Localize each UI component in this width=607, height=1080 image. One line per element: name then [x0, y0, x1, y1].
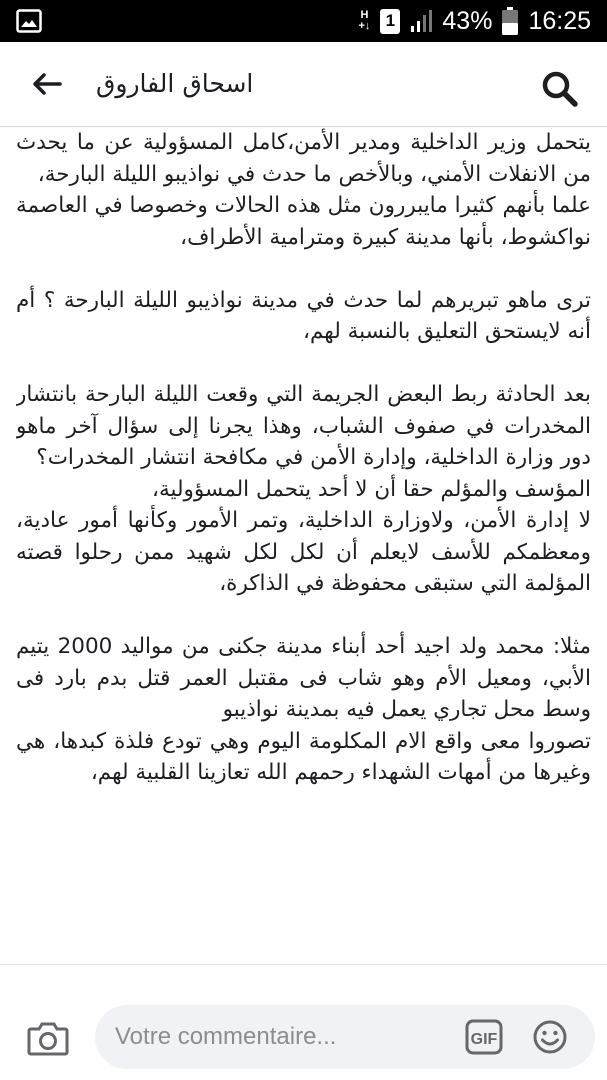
app-header — [0, 42, 607, 127]
post-paragraph: مثلا: محمد ولد اجيد أحد أبناء مدينة جكنى من مواليد 2000 يتيم الأبي، ومعيل الأم وهو شاب فى مقتبل العمر قتل بدم بارد فى وسط محل تجاري يعمل فيه بمدينة نواذيبو — [16, 634, 591, 722]
arrow-left-icon[interactable] — [32, 73, 62, 95]
emoji-icon[interactable] — [533, 1020, 567, 1054]
gif-icon[interactable] — [465, 1019, 503, 1055]
comment-bar — [0, 964, 607, 1080]
comment-input[interactable] — [95, 1005, 595, 1069]
search-icon[interactable] — [540, 69, 580, 109]
paragraph-gap — [16, 348, 591, 380]
post-paragraph: بعد الحادثة ربط البعض الجريمة التي وقعت الليلة البارحة بانتشار المخدرات في صفوف الشباب، وهذا يجرنا إلى سؤال آخر ماهو دور وزارة الداخلية، وإدارة الأمن في مكافحة انتشار المخدرات؟ — [16, 382, 591, 470]
network-ht-icon: H +↓ — [358, 9, 371, 32]
paragraph-gap — [16, 253, 591, 285]
clock: 16:25 — [528, 7, 591, 35]
status-icons — [358, 0, 591, 42]
post-paragraph: لا إدارة الأمن، ولاوزارة الداخلية، وتمر الأمور وكأنها أمور عادية، ومعظمكم للأسف لايعلم أن لكل لكل شهيد ممن رحلوا قصته المؤلمة التي ستبقى محفوظة في الذاكرة، — [16, 508, 591, 596]
battery-percent: 43% — [442, 7, 493, 35]
post-paragraph: تصوروا معى واقع الام المكلومة اليوم وهي تودع فلذة كبدها، هي وغيرها من أمهات الشهداء رحمهم الله تعازينا القلبية لهم، — [16, 728, 591, 785]
comment-placeholder: Votre commentaire... — [115, 1023, 337, 1050]
post-paragraph: علما بأنهم كثيرا مايبررون مثل هذه الحالات وخصوصا في العاصمة نواكشوط، بأنها مدينة كبيرة ومترامية الأطراف، — [16, 193, 591, 250]
post-text — [16, 127, 591, 964]
gif-label: GIF — [470, 1031, 498, 1048]
camera-icon[interactable] — [27, 1020, 69, 1056]
page-title: اسحاق الفاروق — [96, 69, 254, 98]
status-bar — [0, 0, 607, 42]
post-paragraph: ترى ماهو تبريرهم لما حدث في مدينة نواذيبو الليلة البارحة ؟ أم أنه لايستحق التعليق بالنسبة لهم، — [16, 287, 591, 344]
signal-icon — [410, 9, 432, 33]
sim-icon: 1 — [380, 9, 400, 34]
post-paragraph: يتحمل وزير الداخلية ومدير الأمن،كامل المسؤولية عن ما يحدث من الانفلات الأمني، وبالأخص ما حدث في نواذيبو الليلة البارحة، — [16, 130, 591, 187]
battery-icon — [502, 7, 518, 35]
gallery-notification-icon — [16, 9, 42, 33]
paragraph-gap — [16, 600, 591, 632]
post-paragraph: المؤسف والمؤلم حقا أن لا أحد يتحمل المسؤولية، — [152, 476, 591, 502]
